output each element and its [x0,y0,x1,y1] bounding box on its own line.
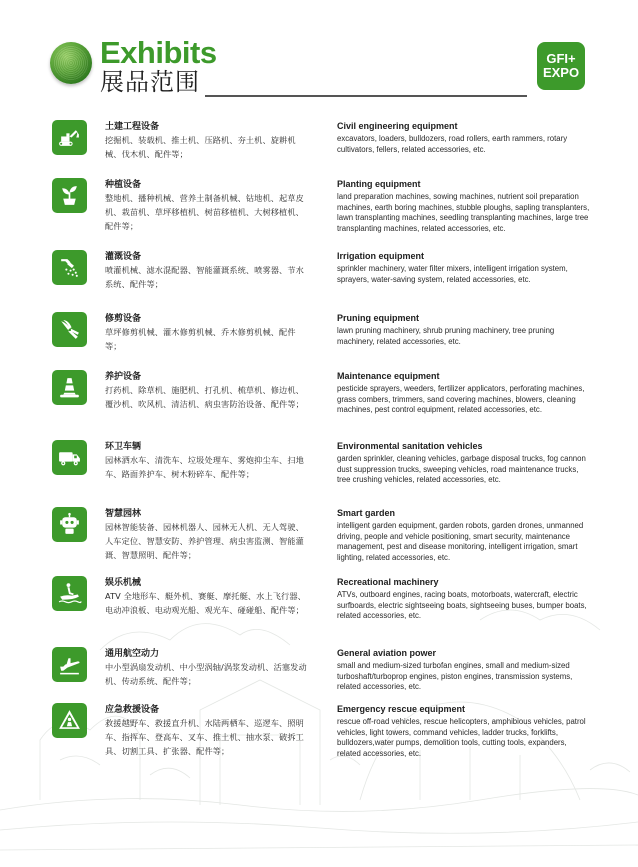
category-body-en: ATVs, outboard engines, racing boats, motorboats, watercraft, electric surfboards, electric sightseeing boats, sightseeing buses, bumper boats, related accessories, etc. [337,590,587,621]
category-title-en: General aviation power [337,648,437,658]
truck-icon [52,440,87,475]
category-body-en: excavators, loaders, bulldozers, road rollers, earth rammers, rotary cultivators, fellers, related accessories, etc. [337,134,568,154]
page-title-en: Exhibits [100,35,217,70]
logo-line-1: GFI+ [546,51,576,67]
sprinkler-icon [52,250,87,285]
category-title-en: Maintenance equipment [337,371,440,381]
category-body-en: pesticide sprayers, weeders, fertilizer applicators, perforating machines, grass combers, trimmers, sand covering machines, blowers, cleaning machines, pest control equipment, related accessories, etc. [337,384,585,415]
pruning-shears-icon [52,312,87,347]
category-body-cn: 挖掘机、装载机、推土机、压路机、夯土机、旋耕机械、伐木机、配件等； [105,135,296,160]
category-body-en: small and medium-sized turbofan engines, small and medium-sized turboshaft/turboprop engines, piston engines, transmission systems, related accessories, etc. [337,661,573,692]
category-body-cn: ATV 全地形车、艇外机、赛艇、摩托艇、水上飞行器、电动冲浪板、电动观光船、观光车、碰碰船、配件等； [105,591,306,616]
category-title-en: Planting equipment [337,179,421,189]
grass-ball-logo [50,42,92,84]
category-body-cn: 草坪修剪机械、灌木修剪机械、乔木修剪机械、配件等； [105,327,296,352]
category-body-en: lawn pruning machinery, shrub pruning machinery, tree pruning machinery, related accessories, etc. [337,326,555,346]
category-title-cn: 智慧园林 [105,509,142,519]
jet-ski-icon [52,576,87,611]
category-title-cn: 修剪设备 [105,314,142,324]
category-body-en: intelligent garden equipment, garden robots, garden drones, unmanned driving, people and vehicle positioning, smart security, maintenance management, pest and disease monitoring, intelligent irrigation, smart lighting, related accessories, etc. [337,521,584,562]
category-body-cn: 园林智能装备、园林机器人、园林无人机、无人驾驶、人车定位、智慧安防、养护管理、病虫害监测、智能灌溉、智慧照明、配件等； [105,522,304,561]
category-body-en: land preparation machines, sowing machines, nutrient soil preparation machines, earth boring machines, stubble ploughs, sapling transplanters, lawn transplanting machines, seedling transplanting machines, large tree transplanting machines, related accessories, etc. [337,192,590,233]
category-title-cn: 应急救援设备 [105,705,160,715]
category-title-en: Pruning equipment [337,313,419,323]
category-body-en: rescue off-road vehicles, rescue helicopters, amphibious vehicles, patrol vehicles, light towers, command vehicles, ladder trucks, forklifts, bulldozers,water pumps, demolition tools, cutting tools, expanders, related accessories, etc. [337,717,586,758]
category-title-cn: 环卫车辆 [105,442,142,452]
page-title-cn: 展品范围 [100,68,200,96]
category-title-cn: 养护设备 [105,372,142,382]
category-title-cn: 娱乐机械 [105,578,142,588]
gfi-expo-logo [537,42,585,90]
category-body-cn: 园林洒水车、清洗车、垃圾处理车、雾炮抑尘车、扫地车、路面养护车、树木粉碎车、配件等； [105,455,304,480]
category-title-en: Smart garden [337,508,396,518]
title-divider [205,95,527,97]
traffic-cone-icon [52,370,87,405]
category-body-cn: 中小型涡扇发动机、中小型涡轴/涡浆发动机、活塞发动机、传动系统、配件等； [105,662,307,687]
category-title-cn: 土建工程设备 [105,122,160,132]
category-body-cn: 整地机、播种机械、营养土制备机械、钻地机、起草皮机、栽苗机、草坪移植机、树苗移植机、大树移植机、配件等； [105,193,304,232]
category-body-en: sprinkler machinery, water filter mixers, intelligent irrigation system, sprayers, water-saving system, related accessories, etc. [337,264,568,284]
rescue-warning-icon [52,703,87,738]
seedling-icon [52,178,87,213]
category-body-cn: 打药机、除草机、施肥机、打孔机、梳草机、修边机、覆沙机、吹风机、清洁机、病虫害防治设备、配件等； [105,385,304,410]
category-title-cn: 种植设备 [105,180,142,190]
category-title-cn: 灌溉设备 [105,252,142,262]
category-title-en: Environmental sanitation vehicles [337,441,483,451]
category-body-cn: 救援越野车、救援直升机、水陆两栖车、巡逻车、照明车、指挥车、登高车、叉车、推土机、抽水泵、破拆工具、切割工具、扩张器、配件等； [105,718,304,757]
category-title-en: Emergency rescue equipment [337,704,466,714]
category-body-en: garden sprinkler, cleaning vehicles, garbage disposal trucks, fog cannon dust suppression trucks, sweeping vehicles, road maintenance trucks, tree crushing vehicles, related accessories, etc. [337,454,586,485]
category-title-en: Irrigation equipment [337,251,425,261]
category-title-en: Recreational machinery [337,577,439,587]
logo-line-2: EXPO [542,65,580,80]
excavator-icon [52,120,87,155]
airplane-icon [52,647,87,682]
category-body-cn: 喷灌机械、滤水混配器、智能灌溉系统、喷雾器、节水系统、配件等； [105,265,304,290]
category-title-cn: 通用航空动力 [105,649,160,659]
robot-icon [52,507,87,542]
category-title-en: Civil engineering equipment [337,121,458,131]
